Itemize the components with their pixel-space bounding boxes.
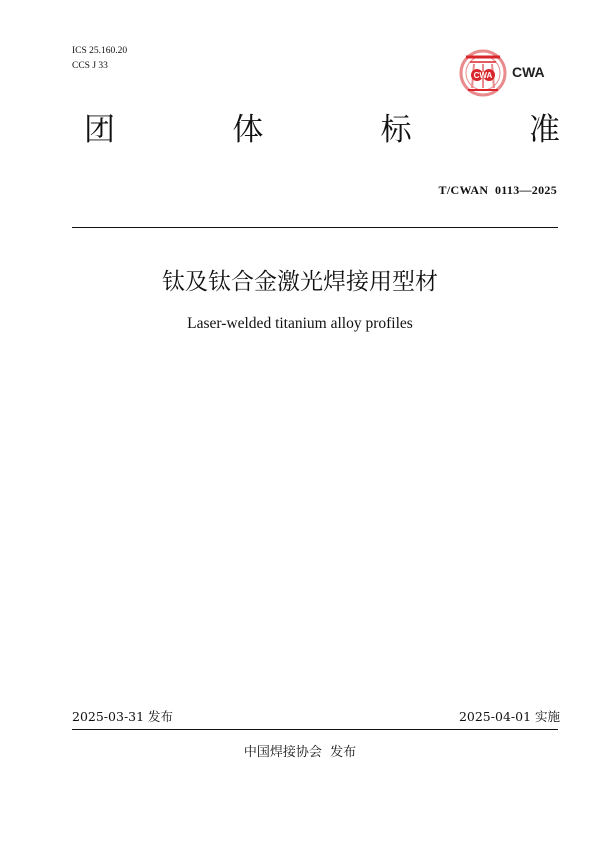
- logo-wordmark: CWA: [512, 64, 545, 80]
- effective-date: 2025-04-01 实施: [458, 709, 560, 724]
- release-date: 2025-03-31 发布: [72, 709, 174, 724]
- svg-text:CWA: CWA: [473, 71, 493, 80]
- top-divider: [72, 227, 558, 228]
- bottom-divider: [72, 729, 558, 730]
- classification-codes: [72, 44, 127, 74]
- doc-type-char-3: 标: [380, 112, 412, 148]
- standard-number: T/CWAN 0113—2025: [438, 183, 557, 197]
- cwa-logo: [458, 48, 558, 98]
- ics-code: ICS 25.160.20: [72, 46, 128, 56]
- doc-type-char-2: 体: [232, 112, 264, 148]
- title-english: Laser-welded titanium alloy profiles: [187, 315, 413, 332]
- document-type-heading: [84, 104, 560, 149]
- doc-type-char-1: 团: [84, 112, 115, 148]
- doc-type-char-4: 准: [528, 112, 560, 148]
- ccs-code: CCS J 33: [72, 61, 108, 71]
- title-chinese: 钛及钛合金激光焊接用型材: [162, 269, 438, 295]
- publisher: 中国焊接协会 发布: [243, 745, 357, 760]
- cwa-emblem-icon: [458, 48, 508, 98]
